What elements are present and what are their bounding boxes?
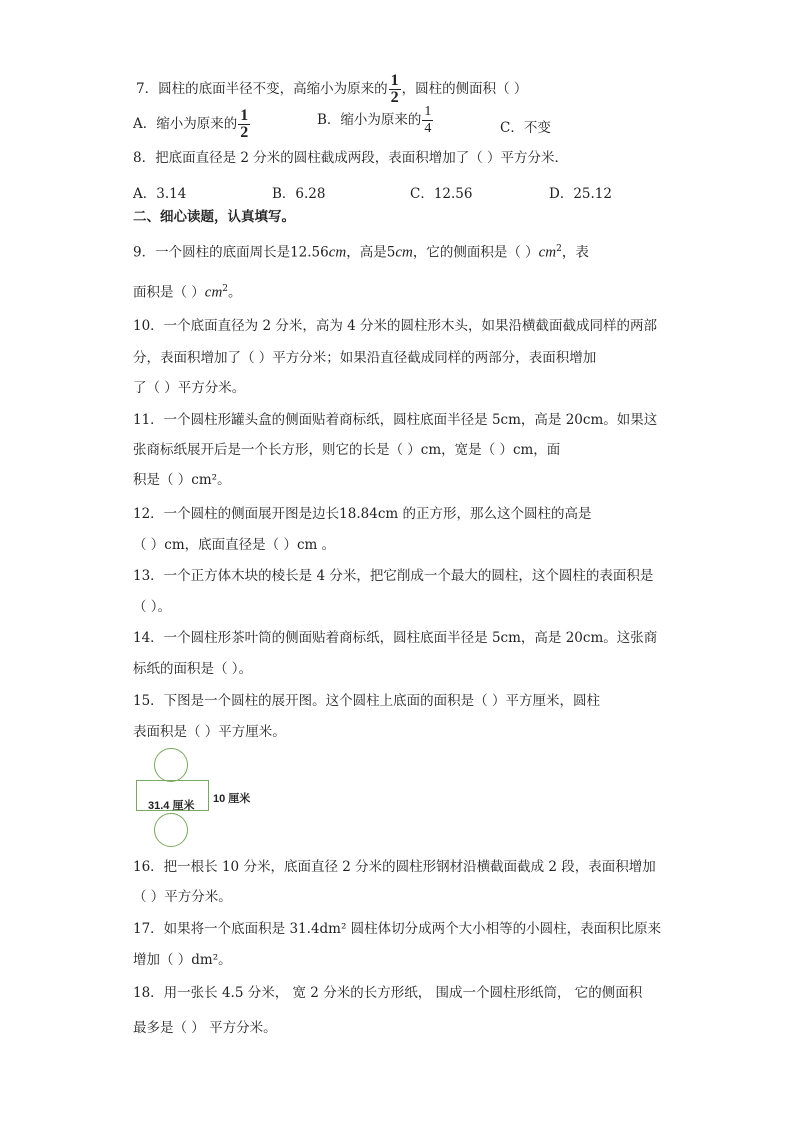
q7-stem [136, 73, 527, 106]
q10-line3: 了（ ）平方分米。 [133, 380, 246, 396]
q15-line1: 15．下图是一个圆柱的展开图。这个圆柱上底面的面积是（ ）平方厘米，圆柱 [133, 693, 600, 709]
q12-line2: （ ）cm，底面直径是（ ）cm 。 [133, 537, 336, 553]
q7-fraction: $\frac{1}{2}$ [390, 72, 399, 106]
q11-line1: 11．一个圆柱形罐头盒的侧面贴着商标纸，圆柱底面半径是 5cm，高是 20cm。如果这 [133, 412, 658, 428]
q17-line1: 17．如果将一个底面积是 31.4dm² 圆柱体切分成两个大小相等的小圆柱，表面积比原来 [133, 921, 662, 937]
q10-line2: 分，表面积增加了（ ）平方分米；如果沿直径截成同样的两部分，表面积增加 [133, 350, 597, 366]
q9-line2: 面积是（ ）$cm^2$。 [133, 284, 242, 301]
top-circle [154, 748, 188, 782]
q8-option-b: B．6.28 [272, 186, 326, 202]
q18-line2: 最多是（ ） 平方分米。 [133, 1020, 277, 1036]
q17-line2: 增加（ ）dm²。 [133, 952, 232, 968]
rectangle-height-label: 10 厘米 [213, 793, 251, 805]
q7-text-a: 7．圆柱的底面半径不变，高缩小为原来的 [136, 81, 388, 97]
q7-option-a: A．缩小为原来的 $\frac{1}{2}$ [133, 107, 249, 141]
q13-line1: 13．一个正方体木块的棱长是 4 分米，把它削成一个最大的圆柱，这个圆柱的表面积是 [133, 568, 654, 584]
q8-option-a: A．3.14 [133, 186, 187, 202]
q16-line2: （ ）平方分米。 [133, 889, 232, 905]
q16-line1: 16．把一根长 10 分米，底面直径 2 分米的圆柱形钢材沿横截面截成 2 段，表面积增加 [133, 859, 656, 875]
q7-option-b: B．缩小为原来的 $\frac{1}{4}$ [317, 104, 432, 136]
q14-line1: 14．一个圆柱形茶叶筒的侧面贴着商标纸，圆柱底面半径是 5cm，高是 20cm。这张商 [133, 630, 658, 646]
q7-option-b-fraction: $\frac{1}{4}$ [424, 104, 432, 136]
q12-line1: 12．一个圆柱的侧面展开图是边长18.84cm 的正方形，那么这个圆柱的高是 [133, 506, 592, 522]
q11-line3: 积是（ ）cm²。 [133, 472, 231, 488]
bottom-circle [154, 813, 188, 847]
q15-line2: 表面积是（ ）平方厘米。 [133, 724, 286, 740]
q7-option-a-fraction: $\frac{1}{2}$ [240, 107, 249, 141]
cylinder-net-figure [136, 746, 266, 846]
q14-line2: 标纸的面积是（ ）。 [133, 661, 253, 677]
q18-line1: 18．用一张长 4.5 分米， 宽 2 分米的长方形纸， 围成一个圆柱形纸筒， 它的侧面积 [133, 985, 643, 1001]
q7-text-b: ，圆柱的侧面积（ ） [401, 81, 528, 97]
q8-option-d: D．25.12 [549, 186, 612, 202]
q7-option-c: C．不变 [500, 120, 551, 136]
q11-line2: 张商标纸展开后是一个长方形，则它的长是（ ）cm，宽是（ ）cm，面 [133, 442, 561, 458]
q9-line1: 9．一个圆柱的底面周长是12.56cm，高是5cm，它的侧面积是（ ）$cm^2$，表 [133, 244, 589, 261]
q13-line2: （ ）。 [133, 599, 172, 615]
q10-line1: 10．一个底面直径为 2 分米，高为 4 分米的圆柱形木头，如果沿横截面截成同样的两部 [133, 318, 658, 334]
rectangle-length-label: 31.4 厘米 [148, 800, 195, 812]
q8-stem: 8．把底面直径是 2 分米的圆柱截成两段，表面积增加了（ ）平方分米． [133, 150, 569, 166]
q8-option-c: C．12.56 [410, 186, 473, 202]
section-heading: 二、细心读题，认真填写。 [133, 209, 295, 225]
